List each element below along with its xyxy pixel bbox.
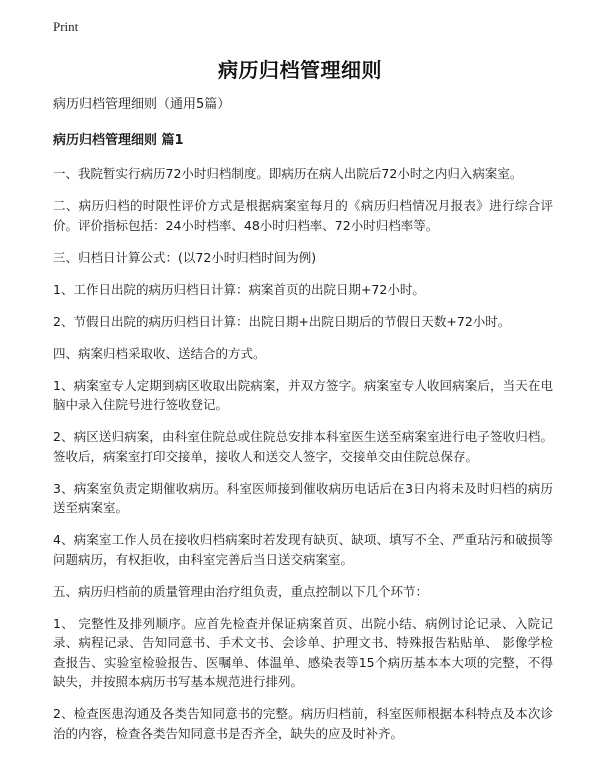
paragraph-8: 2、病区送归病案，由科室住院总或住院总安排本科室医生送至病案室进行电子签收归档。签收后，病案室打印交接单，接收人和送交人签字，交接单交由住院总保存。 bbox=[53, 429, 553, 464]
paragraph-11: 五、病历归档前的质量管理由治疗组负责，重点控制以下几个环节： bbox=[53, 583, 429, 599]
paragraph-4: 1、工作日出院的病历归档日计算：病案首页的出院日期+72小时。 bbox=[53, 281, 425, 297]
document-body bbox=[53, 96, 553, 756]
paragraph-5: 2、节假日出院的病历归档日计算：出院日期+出院日期后的节假日天数+72小时。 bbox=[53, 313, 511, 329]
paragraph-7: 1、病案室专人定期到病区收取出院病案，并双方签字。病案室专人收回病案后，当天在电脑中录入住院号进行签收登记。 bbox=[53, 377, 553, 412]
paragraph-3: 三、归档日计算公式：(以72小时归档时间为例) bbox=[53, 249, 317, 265]
paragraph-1: 一、我院暂实行病历72小时归档制度。即病历在病人出院后72小时之内归入病案室。 bbox=[53, 166, 523, 181]
paragraph-9: 3、病案室负责定期催收病历。科室医师接到催收病历电话后在3日内将未及时归档的病历送至病案室。 bbox=[53, 480, 553, 515]
section-heading: 病历归档管理细则 篇1 bbox=[53, 133, 184, 148]
paragraph-12: 1、 完整性及排列顺序。应首先检查并保证病案首页、出院小结、病例讨论记录、入院记录、病程记录、告知同意书、手术文书、会诊单、护理文书、特殊报告粘贴单、 影像学检查报告、实验室检验报告、医嘱单、体温单、感染表等15个病历基本本大项的完整，不得缺失，并按照本病历书写基本规范进行排列。 bbox=[53, 615, 553, 689]
page-title: 病历归档管理细则 bbox=[218, 58, 382, 82]
paragraph-10: 4、病案室工作人员在接收归档病案时若发现有缺页、缺项、填写不全、严重玷污和破损等问题病历，有权拒收，由科室完善后当日送交病案室。 bbox=[53, 532, 553, 567]
print-link[interactable]: Print bbox=[53, 19, 79, 34]
paragraph-6: 四、病案归档采取收、送结合的方式。 bbox=[53, 345, 266, 361]
document-subtitle: 病历归档管理细则（通用5篇） bbox=[53, 97, 231, 112]
paragraph-2: 二、病历归档的时限性评价方式是根据病案室每月的《病历归档情况月报表》进行综合评价。评价指标包括：24小时档率、48小时归档率、72小时归档率等。 bbox=[53, 198, 553, 233]
paragraph-13: 2、检查医患沟通及各类告知同意书的完整。病历归档前，科室医师根据本科特点及本次诊治的内容，检查各类告知同意书是否齐全，缺失的应及时补齐。 bbox=[53, 706, 553, 741]
